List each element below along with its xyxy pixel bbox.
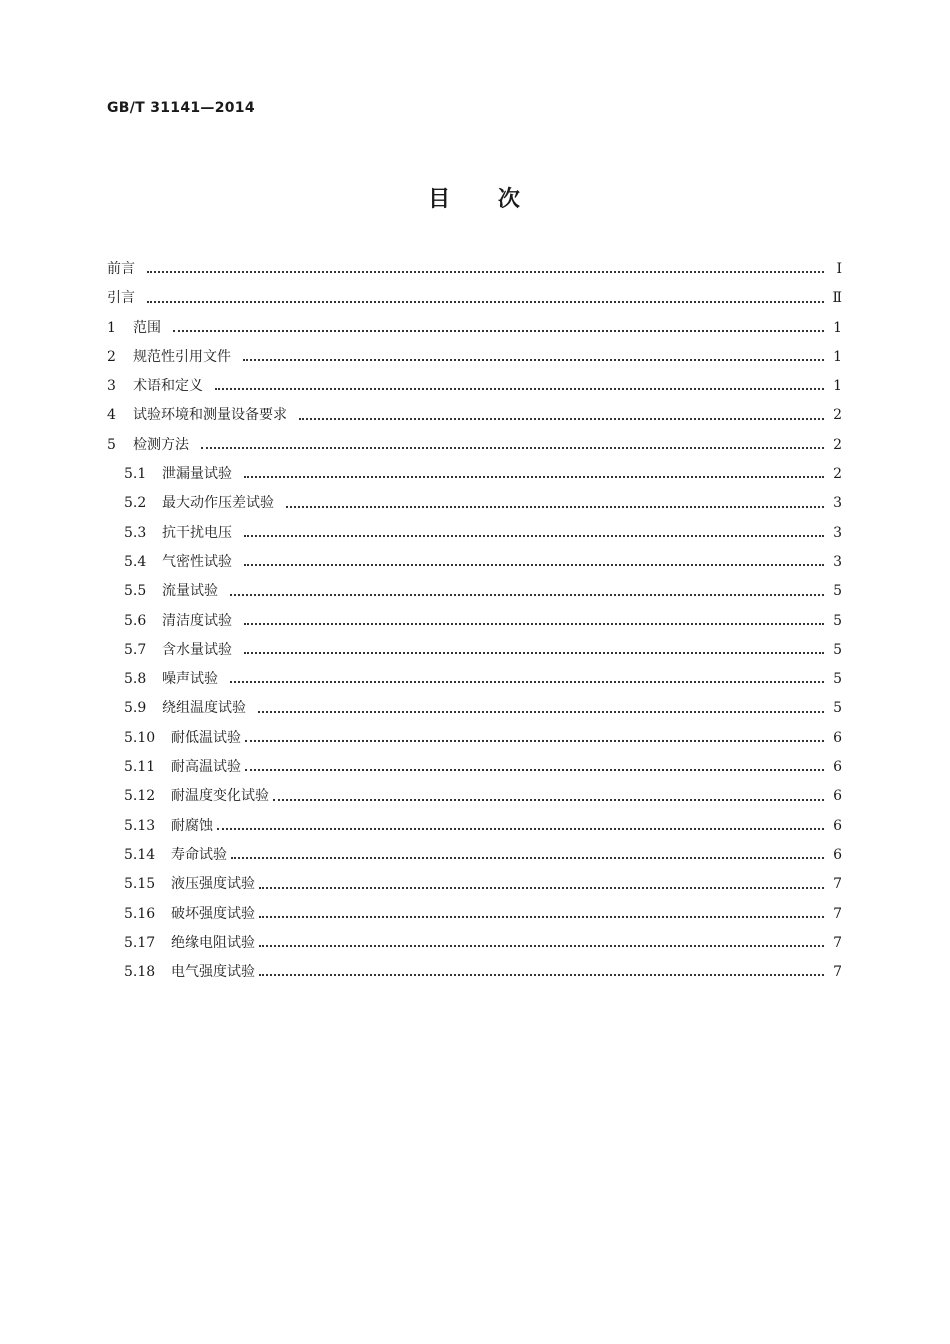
dot-leader: [244, 462, 824, 478]
toc-entry-label: 引言: [107, 290, 135, 307]
toc-entry-page: 6: [833, 729, 842, 746]
toc-entry[interactable]: [107, 255, 842, 284]
toc-entry-number: 4: [107, 407, 116, 424]
toc-entry-page: 5: [833, 612, 842, 629]
toc-entry-label: 气密性试验: [162, 553, 232, 570]
dot-leader: [230, 580, 824, 596]
toc-entry[interactable]: [107, 841, 842, 870]
dot-leader: [244, 609, 824, 625]
dot-leader: [259, 960, 824, 976]
dot-leader: [259, 931, 824, 947]
toc-entry-label: 绕组温度试验: [162, 700, 246, 717]
toc-entry-page: 6: [833, 759, 842, 776]
toc-entry-page: 5: [833, 700, 842, 717]
toc-entry-label: 规范性引用文件: [133, 348, 231, 365]
toc-entry[interactable]: [107, 314, 842, 343]
dot-leader: [244, 521, 824, 537]
toc-entry[interactable]: [107, 401, 842, 430]
toc-entry-label: 含水量试验: [162, 641, 232, 658]
dot-leader: [244, 550, 824, 566]
toc-entry[interactable]: [107, 724, 842, 753]
toc-entry-number: 5.8: [124, 671, 147, 688]
toc-entry-page: 2: [833, 466, 842, 483]
toc-entry-label: 泄漏量试验: [162, 466, 232, 483]
toc-entry[interactable]: [107, 607, 842, 636]
toc-entry[interactable]: [107, 636, 842, 665]
toc-entry-label: 耐高温试验: [171, 759, 241, 776]
page-title: 目 次: [428, 187, 522, 212]
toc-entry-page: 6: [833, 846, 842, 863]
toc-entry-number: 5.12: [124, 788, 156, 805]
toc-entry-label: 抗干扰电压: [162, 524, 232, 541]
toc-entry-label: 范围: [133, 319, 161, 336]
toc-entry[interactable]: [107, 782, 842, 811]
toc-entry-label: 寿命试验: [171, 846, 227, 863]
toc-entry[interactable]: [107, 694, 842, 723]
dot-leader: [230, 667, 824, 683]
toc-entry-number: 5.15: [124, 876, 156, 893]
toc-entry-page: 1: [833, 378, 842, 395]
toc-entry-label: 破坏强度试验: [171, 905, 255, 922]
toc-entry[interactable]: [107, 460, 842, 489]
toc-entry-label: 液压强度试验: [171, 876, 255, 893]
toc-entry-label: 试验环境和测量设备要求: [133, 407, 287, 424]
document-code: GB/T 31141—2014: [107, 100, 255, 116]
toc-entry-page: 7: [833, 876, 842, 893]
toc-entry-label: 耐低温试验: [171, 729, 241, 746]
toc-entry-number: 5.5: [124, 583, 147, 600]
toc-entry-number: 5.4: [124, 553, 147, 570]
toc-entry-label: 最大动作压差试验: [162, 495, 274, 512]
dot-leader: [286, 492, 824, 508]
toc-entry[interactable]: [107, 870, 842, 899]
toc-entry-page: 7: [833, 934, 842, 951]
toc-entry-label: 绝缘电阻试验: [171, 934, 255, 951]
toc-entry-page: Ⅰ: [836, 261, 842, 277]
toc-entry[interactable]: [107, 900, 842, 929]
toc-entry-page: 5: [833, 583, 842, 600]
toc-entry[interactable]: [107, 431, 842, 460]
dot-leader: [259, 902, 824, 918]
toc-entry-page: 2: [833, 436, 842, 453]
dot-leader: [201, 433, 824, 449]
toc-entry[interactable]: [107, 812, 842, 841]
toc-entry-page: 5: [833, 671, 842, 688]
toc-entry-number: 5.11: [124, 759, 156, 776]
toc-entry[interactable]: [107, 929, 842, 958]
dot-leader: [259, 873, 824, 889]
toc-entry-label: 检测方法: [133, 436, 189, 453]
toc-entry-number: 2: [107, 348, 116, 365]
toc-entry-page: 6: [833, 788, 842, 805]
toc-entry-page: 3: [833, 553, 842, 570]
toc-entry-page: 3: [833, 524, 842, 541]
toc-entry[interactable]: [107, 577, 842, 606]
toc-entry-page: 3: [833, 495, 842, 512]
toc-entry-page: 2: [833, 407, 842, 424]
toc-entry-label: 清洁度试验: [162, 612, 232, 629]
toc-entry[interactable]: [107, 489, 842, 518]
dot-leader: [217, 814, 824, 830]
toc-entry-number: 5.6: [124, 612, 147, 629]
dot-leader: [244, 638, 824, 654]
dot-leader: [273, 785, 824, 801]
toc-entry-number: 5.18: [124, 964, 156, 981]
dot-leader: [215, 374, 824, 390]
toc-entry-number: 5.9: [124, 700, 147, 717]
toc-entry[interactable]: [107, 548, 842, 577]
toc-entry-page: 6: [833, 817, 842, 834]
toc-entry[interactable]: [107, 958, 842, 987]
toc-entry-page: 1: [833, 348, 842, 365]
dot-leader: [173, 316, 824, 332]
toc-entry-number: 3: [107, 378, 116, 395]
toc-entry-number: 5.1: [124, 466, 147, 483]
toc-entry-number: 5.14: [124, 846, 156, 863]
toc-entry-label: 电气强度试验: [171, 964, 255, 981]
toc-entry-label: 耐腐蚀: [171, 817, 213, 834]
toc-entry-label: 流量试验: [162, 583, 218, 600]
toc-entry-label: 前言: [107, 261, 135, 277]
dot-leader: [243, 345, 824, 361]
toc-entry-number: 1: [107, 319, 116, 336]
dot-leader: [299, 404, 824, 420]
dot-leader: [147, 287, 824, 303]
toc-entry-number: 5.3: [124, 524, 147, 541]
toc-entry[interactable]: [107, 343, 842, 372]
dot-leader: [258, 697, 824, 713]
toc-entry[interactable]: [107, 665, 842, 694]
toc-entry[interactable]: [107, 519, 842, 548]
toc-entry-number: 5.7: [124, 641, 147, 658]
toc-entry[interactable]: [107, 372, 842, 401]
dot-leader: [147, 257, 824, 273]
toc-entry-number: 5.13: [124, 817, 156, 834]
toc-entry-label: 术语和定义: [133, 378, 203, 395]
toc-entry-page: 7: [833, 964, 842, 981]
table-of-contents: [107, 255, 842, 987]
toc-entry-number: 5.2: [124, 495, 147, 512]
toc-entry-number: 5.10: [124, 729, 156, 746]
toc-entry[interactable]: [107, 284, 842, 313]
dot-leader: [245, 755, 824, 771]
toc-entry-page: 5: [833, 641, 842, 658]
toc-entry[interactable]: [107, 753, 842, 782]
toc-entry-number: 5.17: [124, 934, 156, 951]
dot-leader: [231, 843, 824, 859]
toc-entry-page: 1: [833, 319, 842, 336]
toc-entry-page: 7: [833, 905, 842, 922]
toc-entry-label: 噪声试验: [162, 671, 218, 688]
toc-entry-number: 5: [107, 436, 116, 453]
toc-entry-label: 耐温度变化试验: [171, 788, 269, 805]
dot-leader: [245, 726, 824, 742]
toc-entry-page: Ⅱ: [832, 290, 842, 307]
toc-entry-number: 5.16: [124, 905, 156, 922]
